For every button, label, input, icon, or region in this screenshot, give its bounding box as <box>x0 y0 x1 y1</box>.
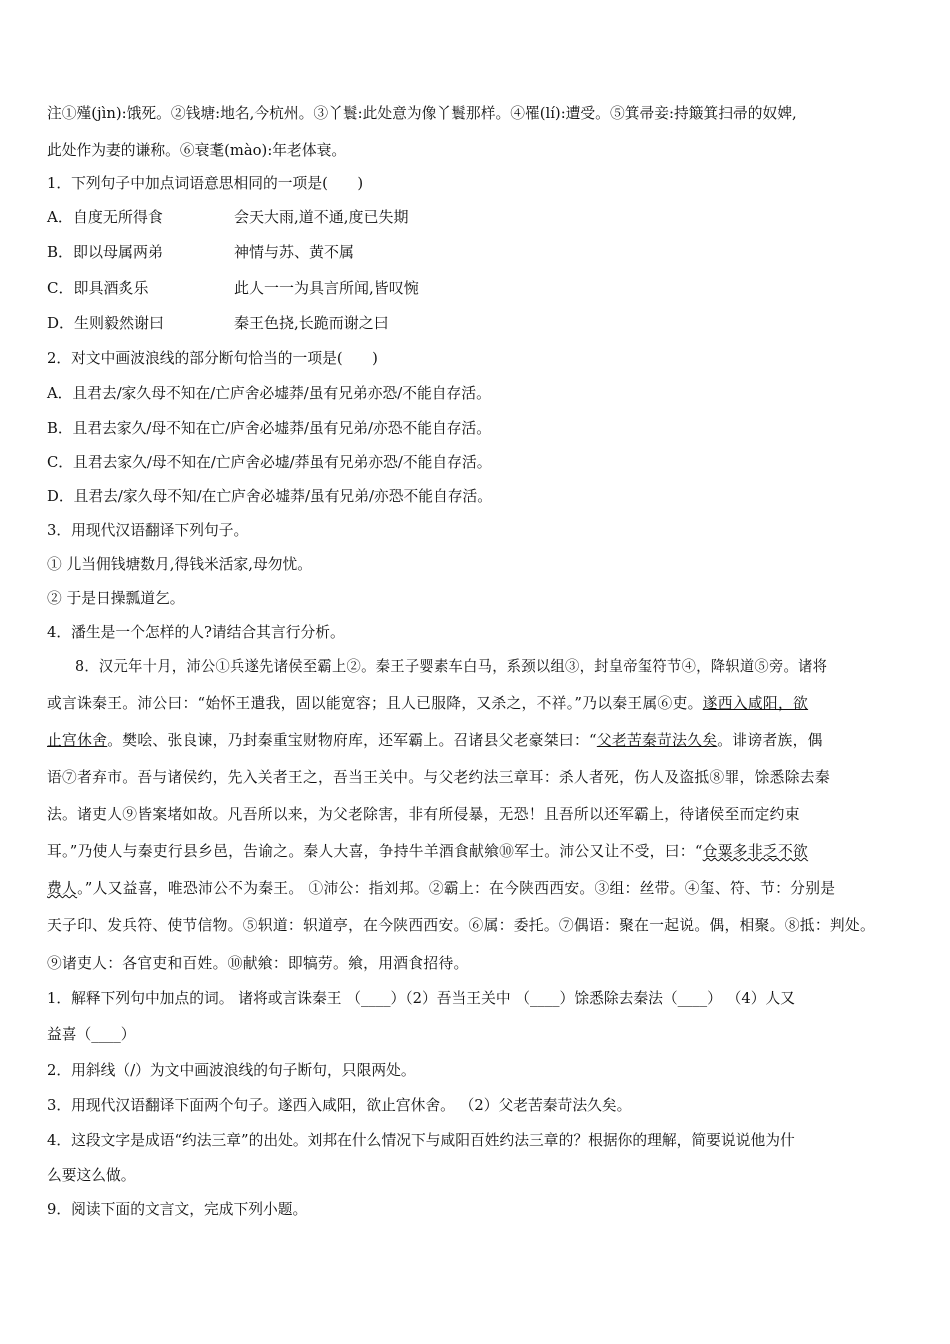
passage-8-line-5: 法。诸吏人⑨皆案堵如故。凡吾所以来，为父老除害，非有所侵暴，无恐！且吾所以还军霸上，待诸侯至而定约束 <box>47 805 800 823</box>
underlined-sentence-1a: 遂西入咸阳，欲 <box>702 694 809 712</box>
passage-text: 。樊哙、张良谏，乃封秦重宝财物府库，还军霸上。召诸县父老豪桀曰：“ <box>107 731 597 749</box>
wavy-sentence-b: 费人 <box>47 879 78 897</box>
question-4-stem: 4．潘生是一个怎样的人?请结合其言行分析。 <box>47 623 345 641</box>
q8-question-2: 2．用斜线（/）为文中画波浪线的句子断句，只限两处。 <box>47 1061 416 1079</box>
underlined-sentence-1b: 止宫休舍 <box>47 731 108 749</box>
q1-option-b-right: 神情与苏、黄不属 <box>234 243 355 261</box>
q2-option-b: B．且君去家久/母不知在亡/庐舍必墟莽/虽有兄弟/亦恐不能自存活。 <box>47 419 492 437</box>
passage-8-line-2 <box>47 693 903 713</box>
passage-8-line-4: 语⑦者弃市。吾与诸侯约，先入关者王之，吾当王关中。与父老约法三章耳：杀人者死，伤人及盗抵⑧罪，馀悉除去秦 <box>47 768 830 786</box>
q3-item-2: ② 于是日操瓢道乞。 <box>47 589 185 607</box>
q3-item-1: ① 儿当佣钱塘数月,得钱米活家,母勿忧。 <box>47 555 313 573</box>
passage-8-line-8: 天子印、发兵符、使节信物。⑤轵道：轵道亭，在今陕西西安。⑥属：委托。⑦偶语：聚在一起说。偶，相聚。⑧抵：判处。 <box>47 916 876 934</box>
wavy-sentence-a: 仓粟多非乏不欲 <box>702 842 809 860</box>
q1-option-a-left: A．自度无所得食 <box>47 208 163 226</box>
passage-text: 。”人又益喜，唯恐沛公不为秦王。 ①沛公：指刘邦。②霸上：在今陕西西安。③组：丝带。④玺、符、节：分别是 <box>77 879 836 897</box>
q1-option-a-right: 会天大雨,道不通,度已失期 <box>234 208 409 226</box>
passage-8-line-1: 8．汉元年十月，沛公①兵遂先诸侯至霸上②。秦王子婴素车白马，系颈以组③，封皇帝玺符节④，降轵道⑤旁。诸将 <box>75 657 828 675</box>
q1-option-d-right: 秦王色挠,长跪而谢之曰 <box>234 314 389 332</box>
q8-question-1-line-2: 益喜（____） <box>47 1025 136 1043</box>
q8-question-1-line-1: 1．解释下列句中加点的词。 诸将或言诛秦王 （____）（2）吾当王关中 （____）馀悉除去秦法（____） （4）人又 <box>47 989 796 1007</box>
passage-text: 或言诛秦王。沛公曰：“始怀王遣我，固以能宽容；且人已服降，又杀之，不祥。”乃以秦王属⑥吏。 <box>47 694 703 712</box>
underlined-sentence-2: 父老苦秦苛法久矣 <box>596 731 718 749</box>
passage-8-line-6 <box>47 841 903 861</box>
question-1-stem: 1．下列句子中加点词语意思相同的一项是( ) <box>47 174 364 192</box>
q1-option-c-left: C．即具酒炙乐 <box>47 279 149 297</box>
note-line-2: 此处作为妻的谦称。⑥衰耄(mào):年老体衰。 <box>47 141 347 159</box>
q1-option-d-left: D．生则毅然谢曰 <box>47 314 165 332</box>
note-line-1: 注①殣(jìn):饿死。②钱塘:地名,今杭州。③丫鬟:此处意为像丫鬟那样。④罹(lí):遭受。⑤箕帚妾:持簸箕扫帚的奴婢, <box>47 104 797 122</box>
passage-text: 耳。”乃使人与秦吏行县乡邑，告谕之。秦人大喜，争持牛羊酒食献飨⑩军士。沛公又让不受，曰：“ <box>47 842 703 860</box>
q8-question-4-line-1: 4．这段文字是成语“约法三章”的出处。刘邦在什么情况下与咸阳百姓约法三章的？根据你的理解，简要说说他为什 <box>47 1131 795 1149</box>
q8-question-3: 3．用现代汉语翻译下面两个句子。遂西入咸阳，欲止宫休舍。 （2）父老苦秦苛法久矣。 <box>47 1096 632 1114</box>
passage-8-line-9: ⑨诸吏人：各官吏和百姓。⑩献飨：即犒劳。飨，用酒食招待。 <box>47 954 469 972</box>
q2-option-a: A．且君去/家久母不知在/亡庐舍必墟莽/虽有兄弟亦恐/不能自存活。 <box>47 384 491 402</box>
q2-option-d: D．且君去/家久母不知/在亡庐舍必墟莽/虽有兄弟/亦恐不能自存活。 <box>47 487 493 505</box>
passage-8-line-7 <box>47 878 903 898</box>
passage-text: 。诽谤者族，偶 <box>717 731 823 749</box>
question-2-stem: 2．对文中画波浪线的部分断句恰当的一项是( ) <box>47 349 378 367</box>
q1-option-c-right: 此人一一为具言所闻,皆叹惋 <box>234 279 419 297</box>
q8-question-4-line-2: 么要这么做。 <box>47 1166 136 1184</box>
question-3-stem: 3．用现代汉语翻译下列句子。 <box>47 521 249 539</box>
question-9-stem: 9．阅读下面的文言文，完成下列小题。 <box>47 1200 308 1218</box>
q1-option-b-left: B．即以母属两弟 <box>47 243 164 261</box>
q2-option-c: C．且君去家久/母不知在/亡庐舍必墟/莽虽有兄弟亦恐/不能自存活。 <box>47 453 492 471</box>
passage-8-line-3 <box>47 730 903 750</box>
